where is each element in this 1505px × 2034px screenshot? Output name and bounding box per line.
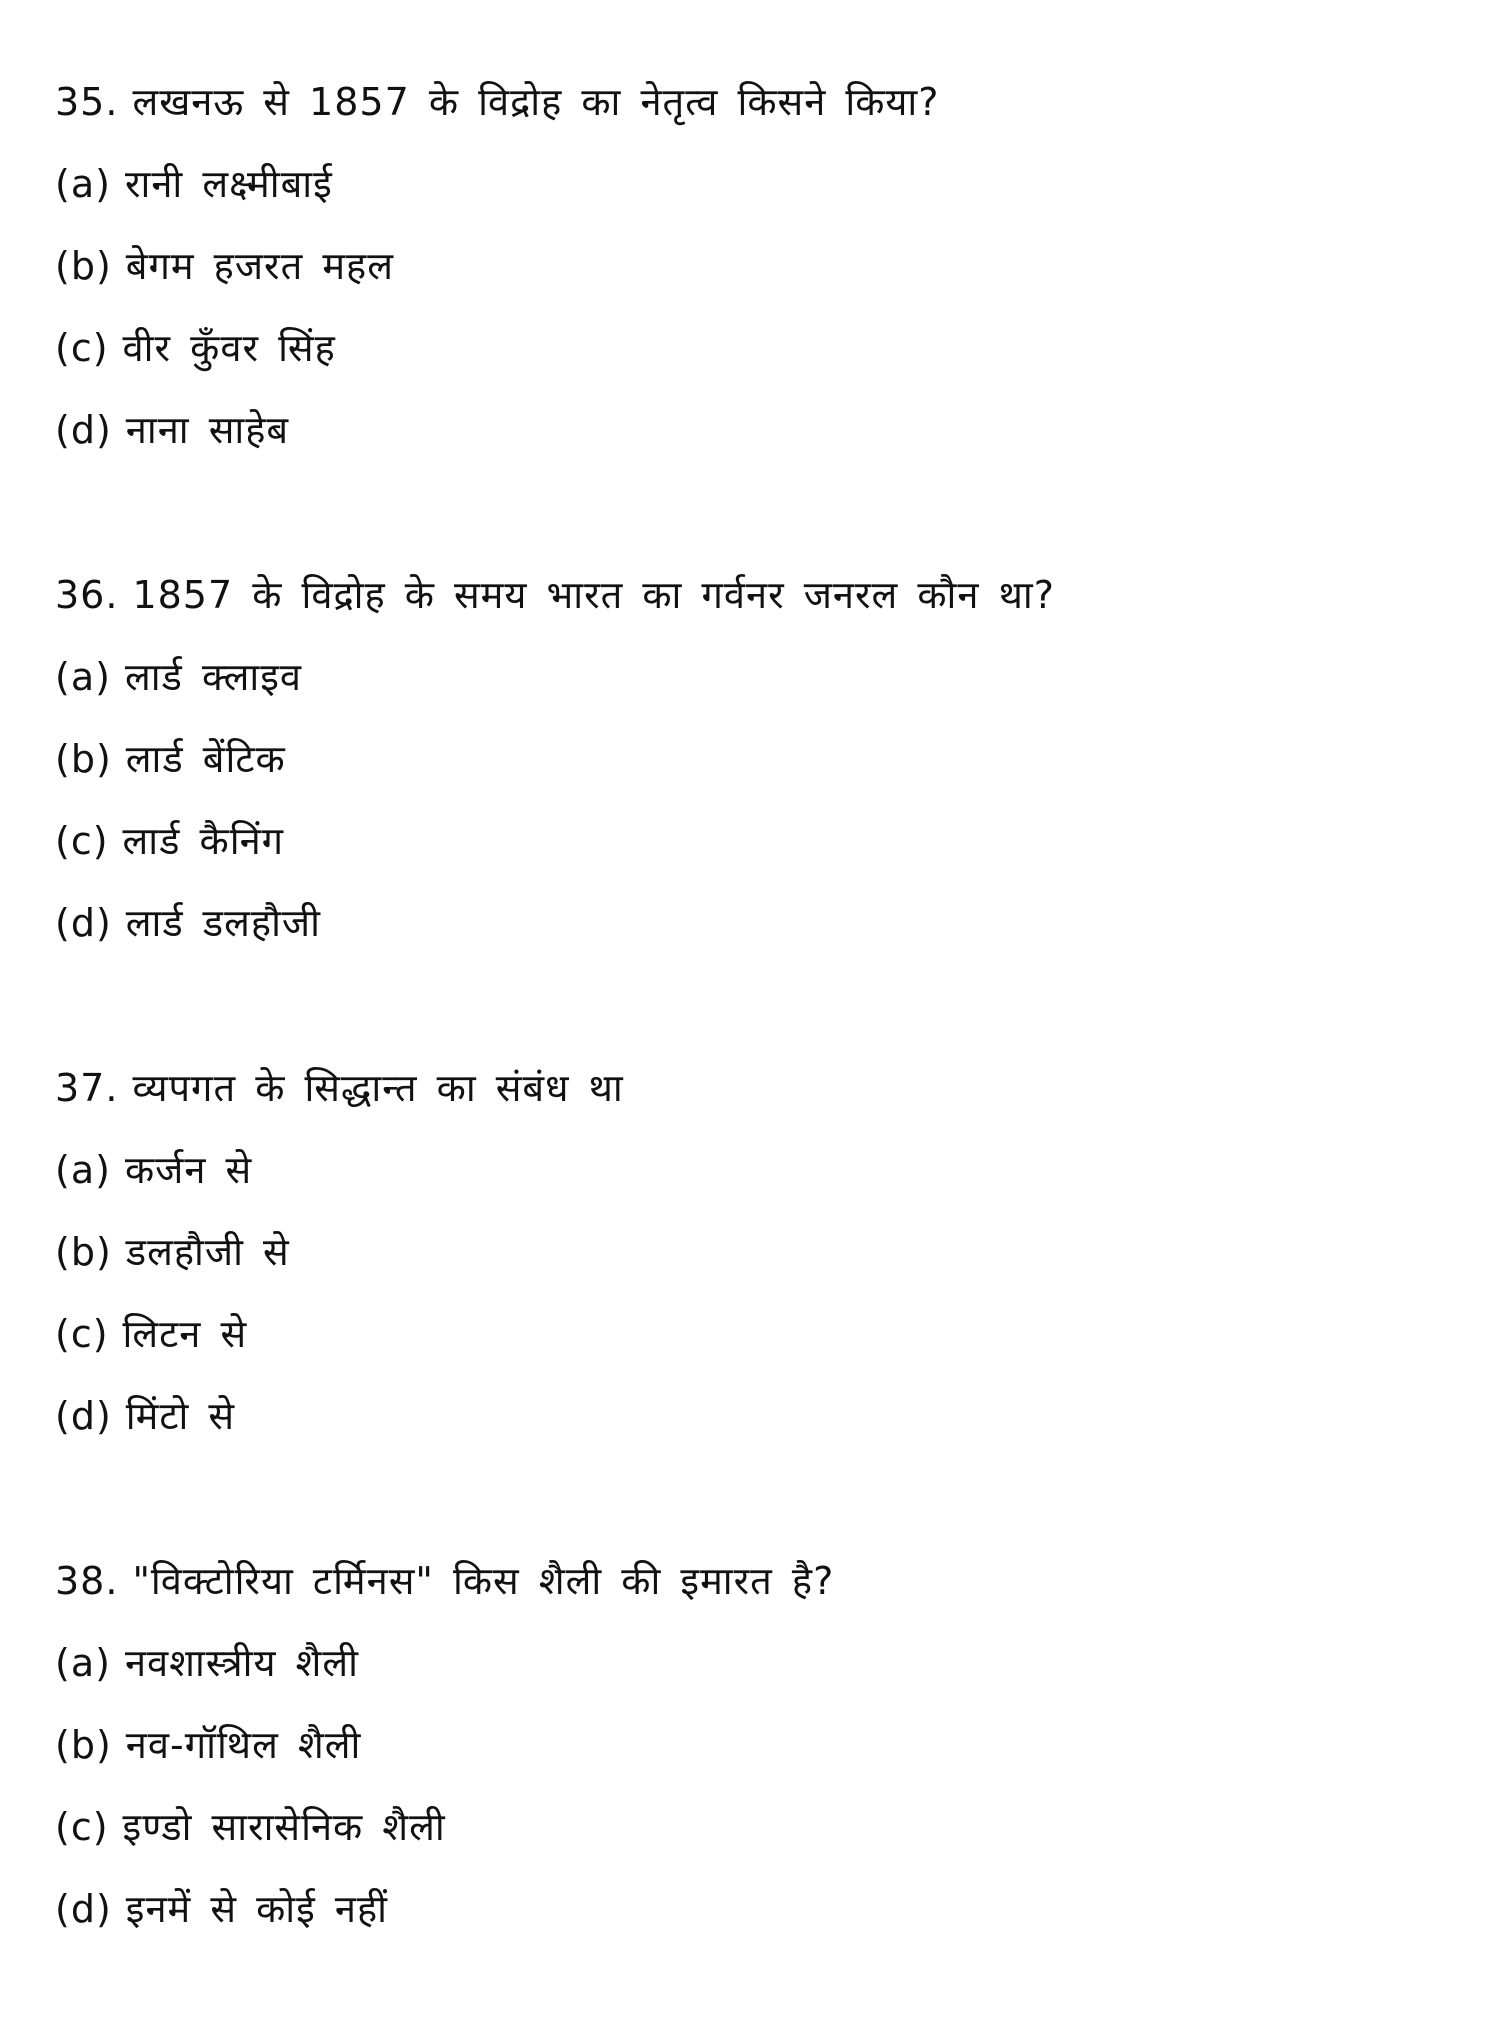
question-text-line xyxy=(55,72,939,132)
option-b xyxy=(55,236,394,296)
option-text: इनमें से कोई नहीं xyxy=(125,1887,388,1931)
question-text-line xyxy=(55,1551,834,1611)
question-text: लखनऊ से 1857 के विद्रोह का नेतृत्व किसने किया? xyxy=(132,80,940,124)
option-key: (d) xyxy=(55,1887,112,1931)
option-d xyxy=(55,1386,235,1446)
option-key: (b) xyxy=(55,244,112,288)
option-key: (d) xyxy=(55,1394,112,1438)
question-text: "विक्टोरिया टर्मिनस" किस शैली की इमारत है? xyxy=(132,1559,835,1603)
question-number: 37. xyxy=(55,1066,119,1110)
option-d xyxy=(55,893,321,953)
option-text: लार्ड क्लाइव xyxy=(124,655,303,699)
option-c xyxy=(55,1304,247,1364)
question-number: 38. xyxy=(55,1559,119,1603)
option-b xyxy=(55,1715,361,1775)
option-key: (b) xyxy=(55,1230,112,1274)
option-c xyxy=(55,318,336,378)
question-text: 1857 के विद्रोह के समय भारत का गर्वनर जनरल कौन था? xyxy=(132,573,1055,617)
option-text: इण्डो सारासेनिक शैली xyxy=(122,1805,446,1849)
option-key: (a) xyxy=(55,1148,111,1192)
option-text: नव-गॉथिल शैली xyxy=(125,1723,362,1767)
option-c xyxy=(55,1797,446,1857)
option-text: नवशास्त्रीय शैली xyxy=(124,1641,360,1685)
option-b xyxy=(55,729,286,789)
option-a xyxy=(55,1140,252,1200)
question-text-line xyxy=(55,565,1055,625)
option-a xyxy=(55,647,302,707)
question-text: व्यपगत के सिद्धान्त का संबंध था xyxy=(132,1066,624,1110)
option-key: (c) xyxy=(55,819,109,863)
option-key: (c) xyxy=(55,1805,109,1849)
option-d xyxy=(55,400,289,460)
option-a xyxy=(55,1633,359,1693)
option-text: लार्ड बेंटिक xyxy=(125,737,286,781)
option-d xyxy=(55,1879,388,1939)
option-key: (b) xyxy=(55,737,112,781)
option-text: रानी लक्ष्मीबाई xyxy=(124,162,333,206)
option-text: नाना साहेब xyxy=(125,408,290,452)
option-key: (c) xyxy=(55,1312,109,1356)
question-number: 36. xyxy=(55,573,119,617)
option-text: बेगम हजरत महल xyxy=(125,244,394,288)
option-key: (a) xyxy=(55,1641,111,1685)
option-key: (b) xyxy=(55,1723,112,1767)
option-text: डलहौजी से xyxy=(125,1230,290,1274)
option-a xyxy=(55,154,333,214)
option-text: लार्ड डलहौजी xyxy=(125,901,321,945)
option-text: मिंटो से xyxy=(125,1394,236,1438)
option-b xyxy=(55,1222,290,1282)
option-key: (d) xyxy=(55,408,112,452)
option-key: (a) xyxy=(55,655,111,699)
option-text: लार्ड कैनिंग xyxy=(122,819,285,863)
option-key: (d) xyxy=(55,901,112,945)
question-text-line xyxy=(55,1058,624,1118)
option-c xyxy=(55,811,284,871)
option-text: वीर कुँवर सिंह xyxy=(122,326,336,370)
option-text: लिटन से xyxy=(122,1312,248,1356)
question-number: 35. xyxy=(55,80,119,124)
option-key: (a) xyxy=(55,162,111,206)
option-key: (c) xyxy=(55,326,109,370)
option-text: कर्जन से xyxy=(124,1148,253,1192)
